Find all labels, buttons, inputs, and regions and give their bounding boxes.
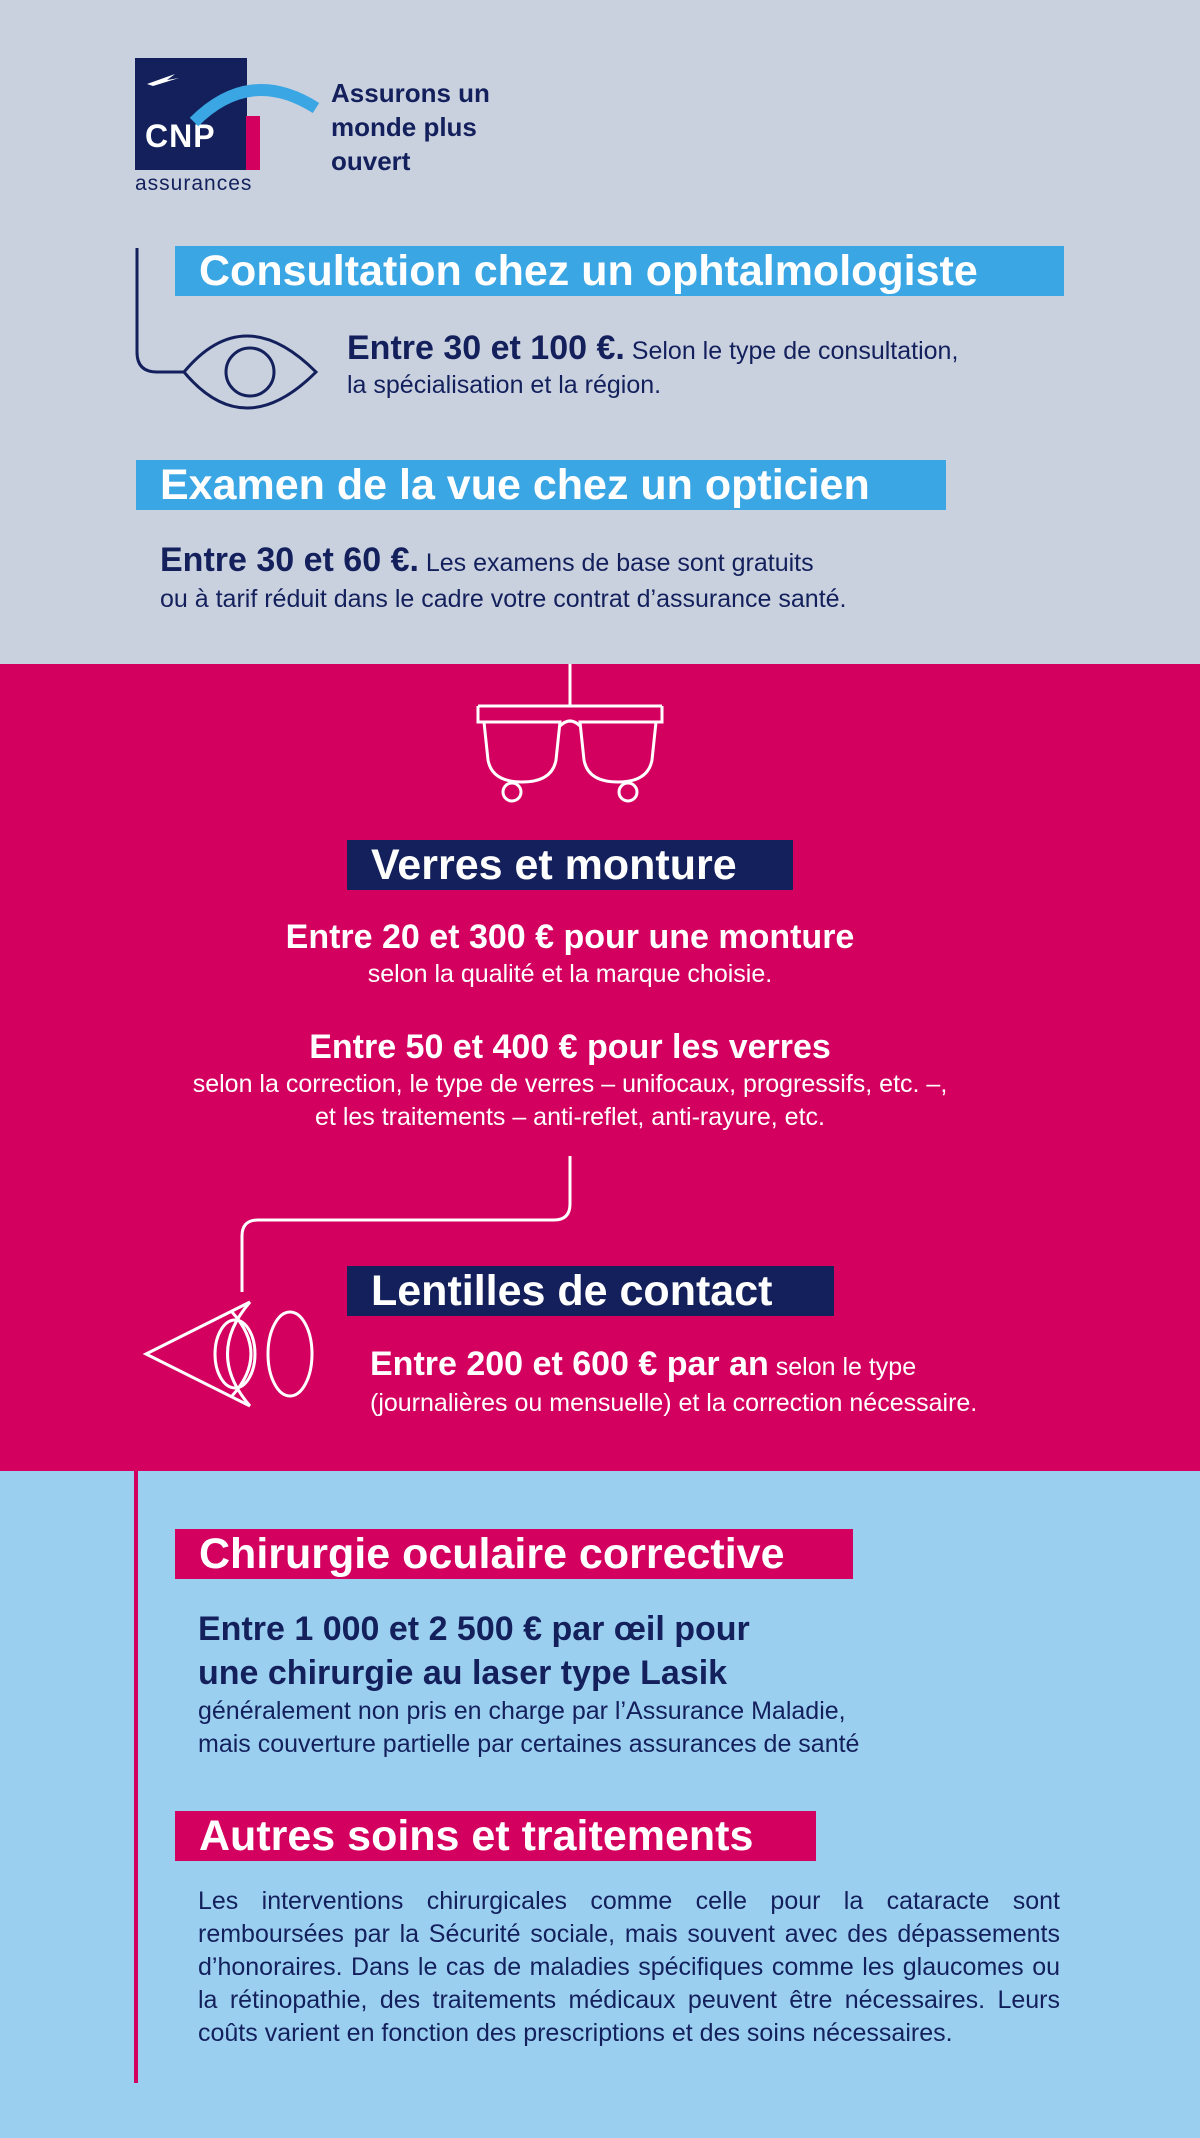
section-examens — [0, 0, 1200, 664]
monture-text: selon la qualité et la marque choisie. — [367, 960, 773, 988]
lentilles-text-2: (journalières ou mensuelle) et la correction nécessaire. — [370, 1389, 978, 1417]
chirurgie-price-2: une chirurgie au laser type Lasik — [198, 1654, 728, 1692]
logo-brand: CNP — [145, 118, 216, 154]
autres-paragraph: Les interventions chirurgicales comme celle pour la cataracte sont remboursées par la Sécurité sociale, mais souvent avec des dépassements d’honoraires. Dans le cas de maladies spécifiques comme les glaucomes ou la rétinopathie, des traitements médicaux peuvent être nécessaires. Leurs coûts varient en fonction des prescriptions et des soins nécessaires. — [198, 1887, 1060, 2047]
chirurgie-text-2: mais couverture partielle par certaines assurances de santé — [198, 1730, 860, 1758]
section-chirurgie — [0, 1471, 1200, 2138]
eye-icon — [0, 0, 330, 420]
opticien-price: Entre 30 et 60 €. — [160, 541, 419, 579]
ophtalmo-text-1: Selon le type de consultation, — [631, 337, 959, 365]
verres-price: Entre 50 et 400 € pour les verres — [309, 1028, 831, 1066]
opticien-text-2: ou à tarif réduit dans le cadre votre contrat d’assurance santé. — [160, 585, 847, 613]
vertical-divider — [134, 1471, 138, 2083]
ophtalmo-block — [347, 330, 1087, 402]
verres-text-2: et les traitements – anti-reflet, anti-rayure, etc. — [315, 1103, 825, 1131]
title-ophtalmo: Consultation chez un ophtalmologiste — [175, 246, 1064, 296]
section-equipement — [0, 664, 1200, 1471]
chirurgie-text-1: généralement non pris en charge par l’Assurance Maladie, — [198, 1697, 846, 1725]
title-chirurgie: Chirurgie oculaire corrective — [175, 1529, 853, 1579]
lentilles-block — [370, 1344, 1090, 1420]
logo-subtitle: assurances — [135, 172, 253, 195]
chirurgie-block — [198, 1607, 1078, 1761]
chirurgie-price-1: Entre 1 000 et 2 500 € par œil pour — [198, 1610, 750, 1648]
title-verres: Verres et monture — [347, 840, 793, 890]
verres-text-1: selon la correction, le type de verres – unifocaux, progressifs, etc. –, — [192, 1070, 948, 1098]
title-autres: Autres soins et traitements — [175, 1811, 816, 1861]
lentilles-text-1: selon le type — [775, 1353, 917, 1381]
opticien-text-1: Les examens de base sont gratuits — [425, 549, 814, 577]
tagline: Assurons un monde plus ouvert — [331, 78, 490, 176]
lentilles-price: Entre 200 et 600 € par an — [370, 1345, 769, 1383]
ophtalmo-price: Entre 30 et 100 €. — [347, 329, 625, 367]
monture-price: Entre 20 et 300 € pour une monture — [285, 918, 855, 956]
opticien-block — [160, 540, 1060, 616]
ophtalmo-text-2: la spécialisation et la région. — [347, 371, 662, 399]
title-lentilles: Lentilles de contact — [347, 1266, 834, 1316]
title-opticien: Examen de la vue chez un opticien — [136, 460, 946, 510]
